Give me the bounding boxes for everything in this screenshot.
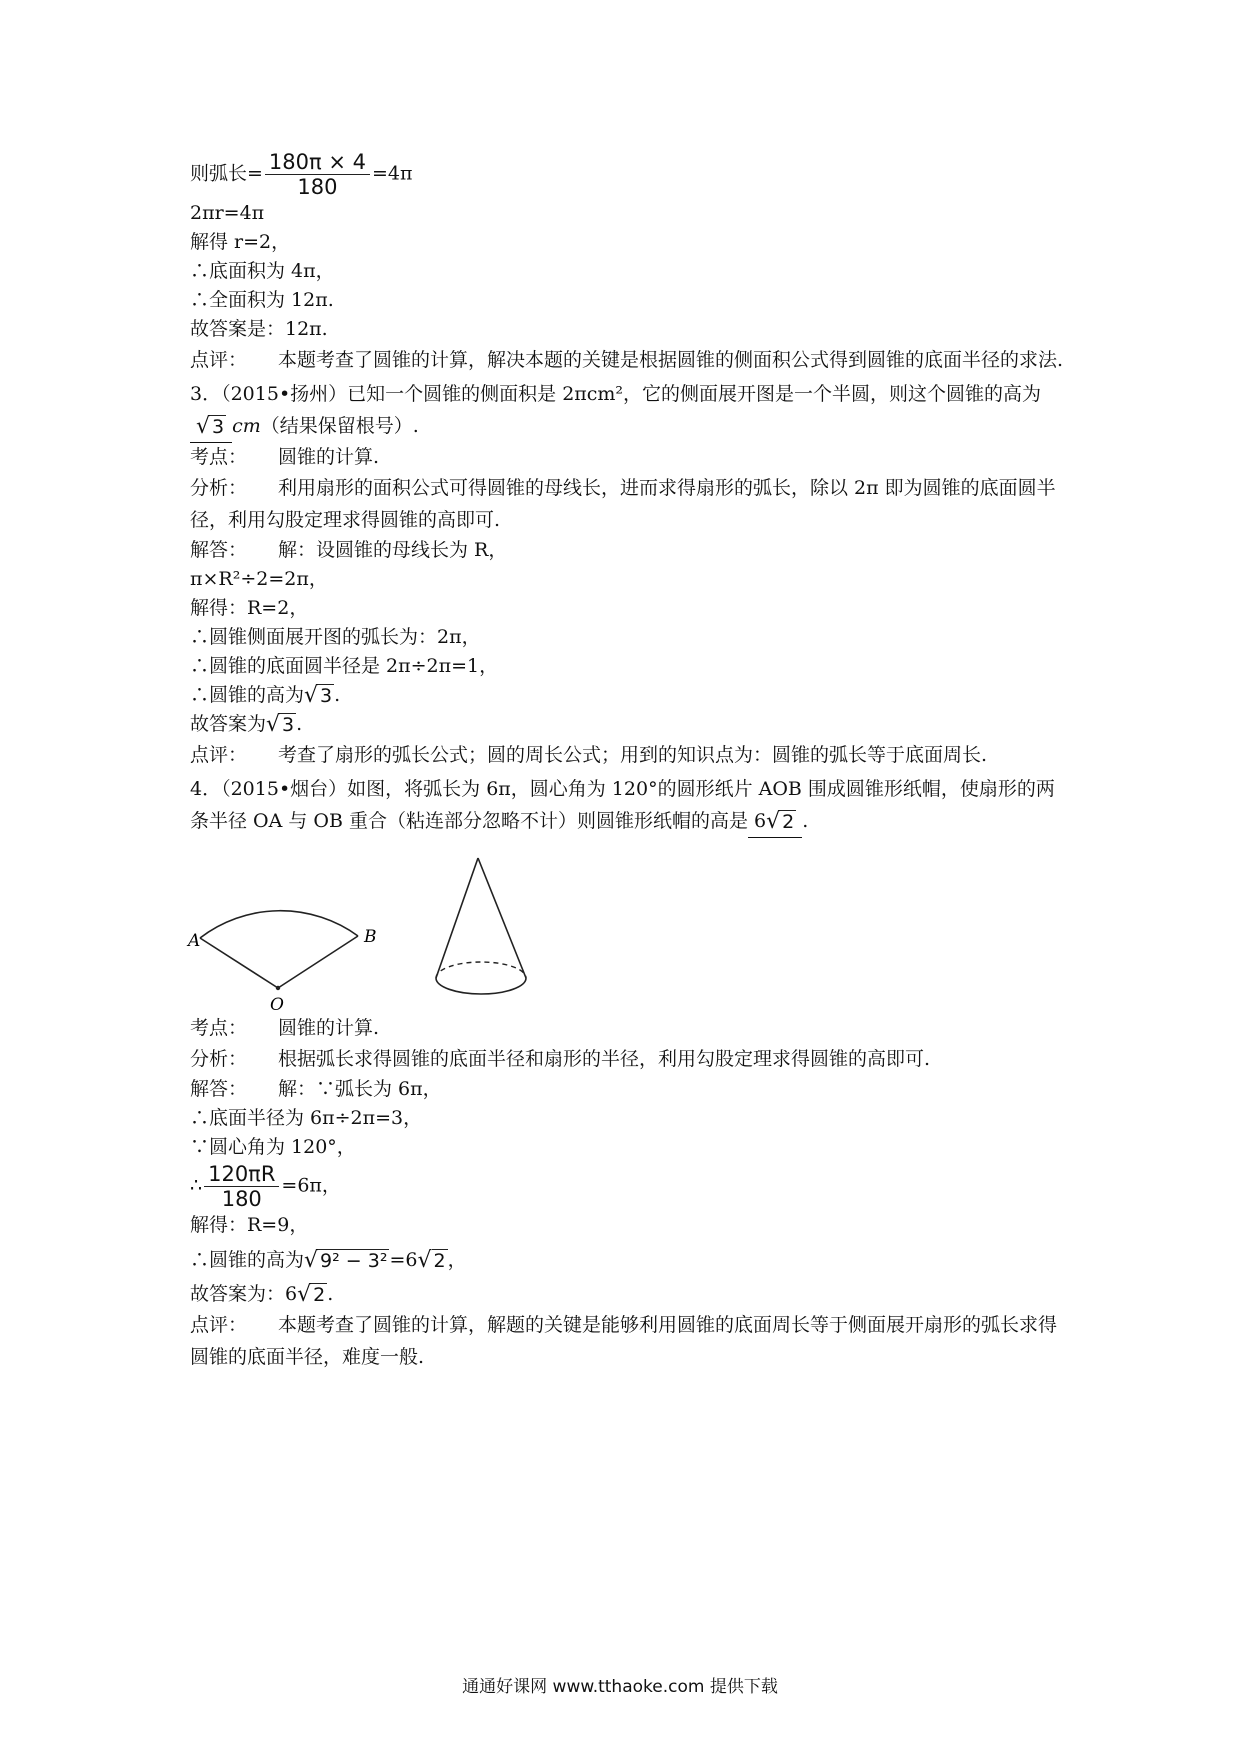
comment-label: 点评：: [190, 744, 248, 766]
sqrt-radicand: 3: [320, 685, 333, 707]
fraction-numerator: 180π × 4: [265, 150, 370, 175]
text: ∴圆锥的高为: [190, 684, 305, 706]
solve-line: 解得 r=2，: [190, 231, 291, 253]
jieda-text: 解：∵弧长为 6π，: [278, 1078, 442, 1100]
answer-blank: [190, 410, 232, 443]
answer-blank: [748, 805, 802, 838]
step-line: ∴圆锥的底面圆半径是 2π÷2π=1，: [190, 655, 499, 677]
fraction: [204, 1162, 279, 1211]
jieda-line: [190, 536, 1070, 565]
sqrt-expression: √ 2: [417, 1248, 446, 1273]
text: ∴: [190, 1174, 203, 1197]
sqrt-expression: √ 3: [196, 414, 225, 439]
fraction-numerator: 120πR: [204, 1162, 279, 1187]
comment-paragraph: [190, 739, 1070, 771]
radius-oa: [200, 938, 278, 988]
text: .: [334, 684, 341, 706]
label-o: O: [270, 995, 284, 1015]
text: ∴圆锥的高为: [190, 1249, 305, 1271]
sector-arc: [200, 911, 358, 938]
step-line: [190, 681, 1070, 710]
question-3-text: 3．（2015•扬州）已知一个圆锥的侧面积是 2πcm²，它的侧面展开图是一个半圆，则这个圆锥的高为: [190, 383, 1042, 405]
fenxi-label: 分析：: [190, 477, 248, 499]
sqrt-expression: √ 3: [266, 712, 295, 737]
sqrt-radicand: 3: [212, 416, 225, 438]
sqrt-radicand: 2: [313, 1284, 326, 1306]
cone-base-back: [436, 962, 526, 978]
cone-right-edge: [478, 858, 526, 978]
step-line: 解得：R=2，: [190, 597, 309, 619]
step-line: [190, 1240, 1070, 1280]
comment-paragraph: [190, 344, 1070, 376]
text: =6π，: [281, 1174, 341, 1197]
question-4: [190, 773, 1070, 838]
sqrt-radicand: 2: [433, 1250, 446, 1272]
question-4-text: 4．（2015•烟台）如图，将弧长为 6π，圆心角为 120°的圆形纸片 AOB 围成圆锥形纸帽，使扇形的两条半径 OA 与 OB 重合（粘连部分忽略不计）则圆锥形纸帽的高是: [190, 778, 1055, 832]
comment-paragraph: [190, 1309, 1070, 1373]
step-line: ∴底面半径为 6π÷2π=3，: [190, 1107, 423, 1129]
text: .: [296, 713, 303, 735]
step-line: [190, 1162, 1070, 1211]
fenxi-label: 分析：: [190, 1048, 248, 1070]
answer-line: 故答案是：12π.: [190, 318, 328, 340]
sqrt-expression: √ 9² − 3²: [304, 1248, 388, 1273]
answer-line: [190, 1280, 1070, 1309]
step-line: ∵圆心角为 120°，: [190, 1136, 356, 1158]
text: =4π: [371, 162, 413, 185]
figures: [188, 848, 1070, 1015]
sector-and-cone-figure: [188, 848, 610, 1015]
base-area-line: ∴底面积为 4π，: [190, 260, 335, 282]
sqrt-radicand: 2: [782, 811, 795, 833]
label-a: A: [188, 931, 201, 951]
kaodian-line: [190, 1014, 1070, 1043]
comment-text: 考查了扇形的弧长公式；圆的周长公式；用到的知识点为：圆锥的弧长等于底面周长.: [278, 744, 988, 766]
kaodian-label: 考点：: [190, 446, 248, 468]
equation-line: 2πr=4π: [190, 202, 265, 224]
step-line: 解得：R=9，: [190, 1214, 309, 1236]
label-b: B: [364, 927, 377, 947]
radius-ob: [278, 936, 358, 988]
text: ，: [447, 1249, 467, 1271]
fraction: [265, 150, 370, 199]
fraction-denominator: 180: [221, 1187, 262, 1211]
fenxi-paragraph: [190, 472, 1070, 536]
unit: cm: [232, 415, 261, 437]
kaodian-line: [190, 443, 1070, 472]
step-line: π×R²÷2=2π，: [190, 568, 328, 590]
cone-left-edge: [436, 858, 478, 978]
step-line: ∴圆锥侧面展开图的弧长为：2π，: [190, 626, 481, 648]
fenxi-text: 根据弧长求得圆锥的底面半径和扇形的半径，利用勾股定理求得圆锥的高即可.: [278, 1048, 931, 1070]
comment-label: 点评：: [190, 1314, 248, 1336]
kaodian-text: 圆锥的计算.: [278, 1017, 380, 1039]
jieda-label: 解答：: [190, 539, 248, 561]
kaodian-label: 考点：: [190, 1017, 248, 1039]
jieda-label: 解答：: [190, 1078, 248, 1100]
comment-text: 本题考查了圆锥的计算，解题的关键是能够利用圆锥的底面周长等于侧面展开扇形的弧长求得圆锥的底面半径，难度一般.: [190, 1314, 1058, 1368]
question-3-text-end: （结果保留根号）.: [260, 415, 419, 437]
sqrt-expression: √ 3: [304, 683, 333, 708]
jieda-text: 解：设圆锥的母线长为 R，: [278, 539, 508, 561]
text: .: [327, 1283, 334, 1305]
fraction-denominator: 180: [297, 175, 338, 199]
question-3: [190, 378, 1070, 443]
text: 则弧长=: [190, 162, 263, 185]
center-point: [276, 986, 280, 990]
coefficient: 6: [754, 810, 767, 832]
fenxi-paragraph: [190, 1043, 1070, 1075]
page-footer: 通通好课网 www.tthaoke.com 提供下载: [462, 1677, 778, 1697]
question-4-text-end: .: [802, 810, 809, 832]
sqrt-radicand: 3: [282, 714, 295, 736]
comment-text: 本题考查了圆锥的计算，解决本题的关键是根据圆锥的侧面积公式得到圆锥的底面半径的求法.: [278, 349, 1064, 371]
kaodian-text: 圆锥的计算.: [278, 446, 380, 468]
total-area-line: ∴全面积为 12π.: [190, 289, 334, 311]
sqrt-radicand: 9² − 3²: [320, 1250, 388, 1272]
cone-base-front: [436, 978, 526, 994]
text: 故答案为: [190, 713, 267, 735]
sqrt-expression: √ 2: [297, 1282, 326, 1307]
arc-length-line: [190, 150, 1070, 199]
answer-line: [190, 710, 1070, 739]
solution-content: [190, 150, 1070, 1373]
jieda-line: [190, 1075, 1070, 1104]
fenxi-text: 利用扇形的面积公式可得圆锥的母线长，进而求得扇形的弧长，除以 2π 即为圆锥的底面圆半径，利用勾股定理求得圆锥的高即可.: [190, 477, 1056, 531]
sqrt-expression: √ 2: [766, 809, 795, 834]
text: 故答案为：6: [190, 1283, 298, 1305]
text: =6: [389, 1249, 418, 1271]
comment-label: 点评：: [190, 349, 248, 371]
